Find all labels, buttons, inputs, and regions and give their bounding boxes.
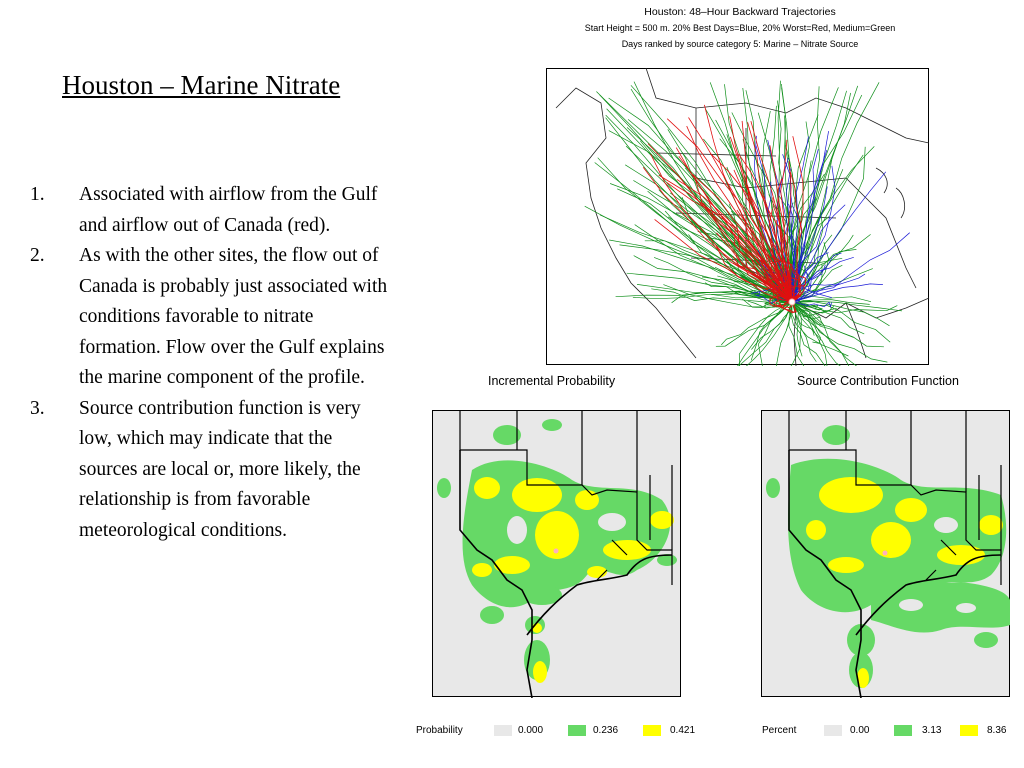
list-number: 1. [30,184,45,205]
legend-swatch-high [643,725,661,736]
findings-list [30,180,390,546]
source-contribution-title: Source Contribution Function [797,374,959,388]
incremental-probability-title: Incremental Probability [488,374,616,388]
incremental-probability-map [432,410,682,698]
trajectory-subtitle: Start Height = 500 m. 20% Best Days=Blue, 20% Worst=Red, Medium=Green [584,23,896,33]
trajectory-title: Houston: 48–Hour Backward Trajectories [644,6,836,18]
legend-value: 0.000 [518,725,544,736]
legend-value: 0.00 [850,725,870,736]
list-item [30,241,390,394]
legend-swatch-low [824,725,842,736]
legend-value: 3.13 [922,725,942,736]
legend-title: Percent [762,725,797,736]
list-item [30,394,390,547]
trajectory-header [540,4,940,52]
percent-legend [762,724,1022,740]
legend-value: 0.236 [593,725,619,736]
legend-swatch-mid [894,725,912,736]
legend-title: Probability [416,725,463,736]
source-contribution-map [761,410,1011,698]
legend-swatch-mid [568,725,586,736]
list-text: Associated with airflow from the Gulf and airflow out of Canada (red). [79,184,378,236]
list-text: As with the other sites, the flow out of Canada is probably just associated with conditions favorable to nitrate formation. Flow over the Gulf explains the marine component of the profile. [79,245,388,388]
legend-swatch-high [960,725,978,736]
legend-value: 0.421 [670,725,696,736]
list-text: Source contribution function is very low, which may indicate that the sources are local or, more likely, the relationship is from favorable meteorological conditions. [79,397,361,541]
trajectory-map [546,68,930,366]
probability-legend [416,724,716,740]
houston-marker [789,299,795,305]
slide-title: Houston – Marine Nitrate [62,70,341,100]
legend-value: 8.36 [987,725,1007,736]
list-number: 3. [30,397,45,419]
list-number: 2. [30,245,45,266]
legend-swatch-low [494,725,512,736]
trajectory-subtitle-2: Days ranked by source category 5: Marine – Nitrate Source [621,39,859,49]
list-item [30,180,390,241]
